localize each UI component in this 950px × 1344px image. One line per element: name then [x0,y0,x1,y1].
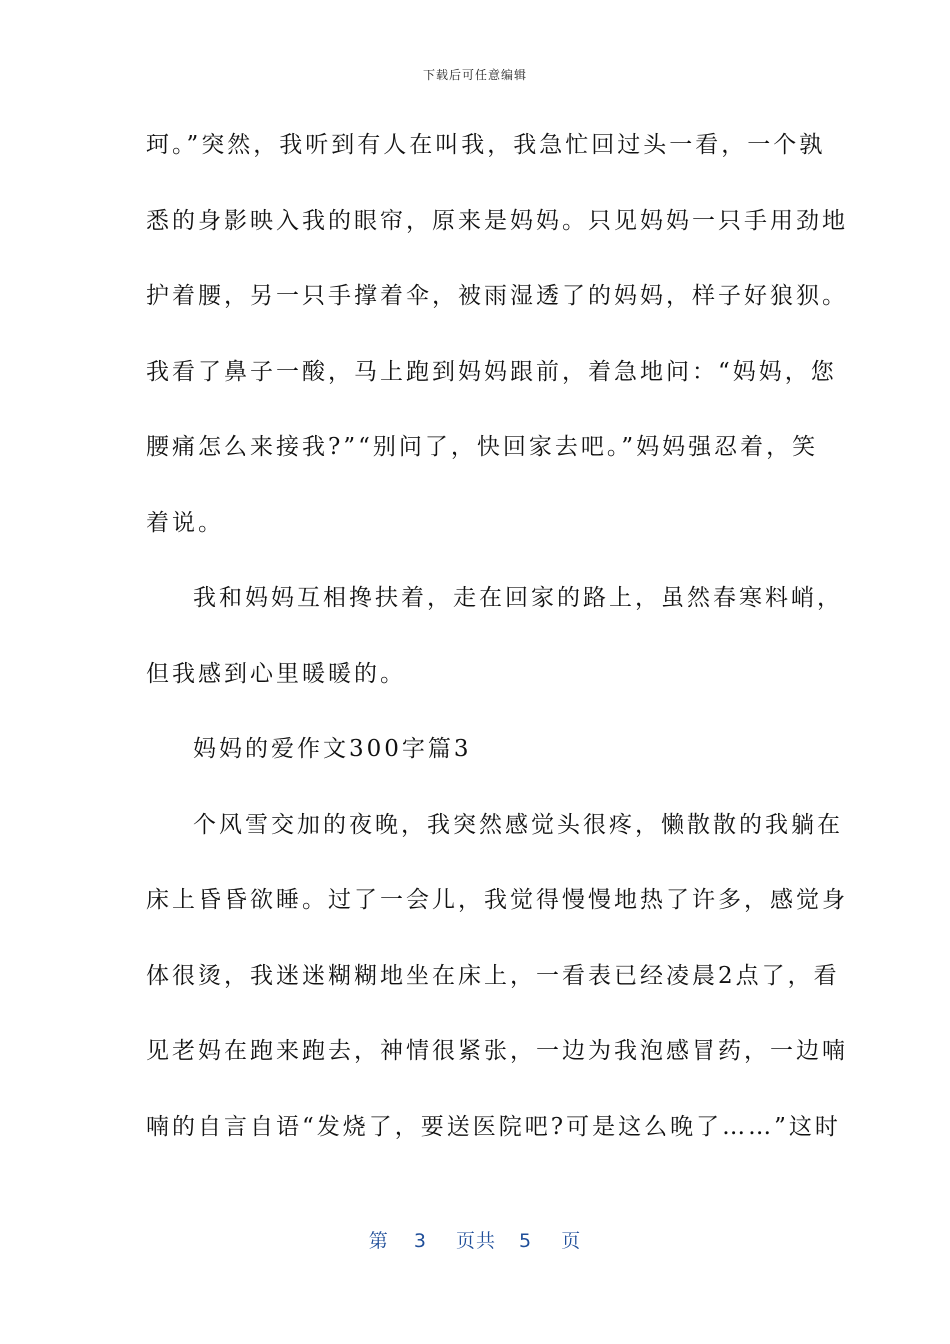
footer-total-pages: 5 [519,1230,533,1252]
text-line: 见老妈在跑来跑去，神情很紧张，一边为我泡感冒药，一边喃 [146,1038,848,1064]
footer-label-suffix: 页 [561,1230,582,1252]
document-body [146,120,848,1177]
text-line: 护着腰，另一只手撑着伞，被雨湿透了的妈妈，样子好狼狈。 [146,283,848,309]
section-heading: 妈妈的爱作文300字篇3 [193,736,472,762]
text-line: 珂。”突然，我听到有人在叫我，我急忙回过头一看，一个孰 [146,132,826,158]
text-line: 体很烫，我迷迷糊糊地坐在床上，一看表已经凌晨2点了，看 [146,962,840,989]
page-footer [0,1226,950,1253]
text-line: 个风雪交加的夜晚，我突然感觉头很疼，懒散散的我躺在 [193,811,843,838]
text-line: 腰痛怎么来接我?”“别问了，快回家去吧。”妈妈强忍着，笑 [146,434,819,460]
text-line: 我和妈妈互相搀扶着，走在回家的路上，虽然春寒料峭， [193,585,843,611]
text-line: 但我感到心里暖暖的。 [146,660,406,687]
footer-label-prefix: 第 [368,1230,389,1252]
text-line: 着说。 [146,509,224,536]
footer-current-page: 3 [413,1230,427,1252]
page-header: 下载后可任意编辑 [422,68,527,82]
footer-label-middle: 页共 [455,1230,496,1252]
text-line: 床上昏昏欲睡。过了一会儿，我觉得慢慢地热了许多，感觉身 [146,887,848,913]
text-line: 喃的自言自语“发烧了，要送医院吧?可是这么晚了……”这时 [146,1113,841,1140]
text-line: 悉的身影映入我的眼帘，原来是妈妈。只见妈妈一只手用劲地 [146,207,848,234]
text-line: 我看了鼻子一酸，马上跑到妈妈跟前，着急地问：“妈妈，您 [146,358,837,385]
